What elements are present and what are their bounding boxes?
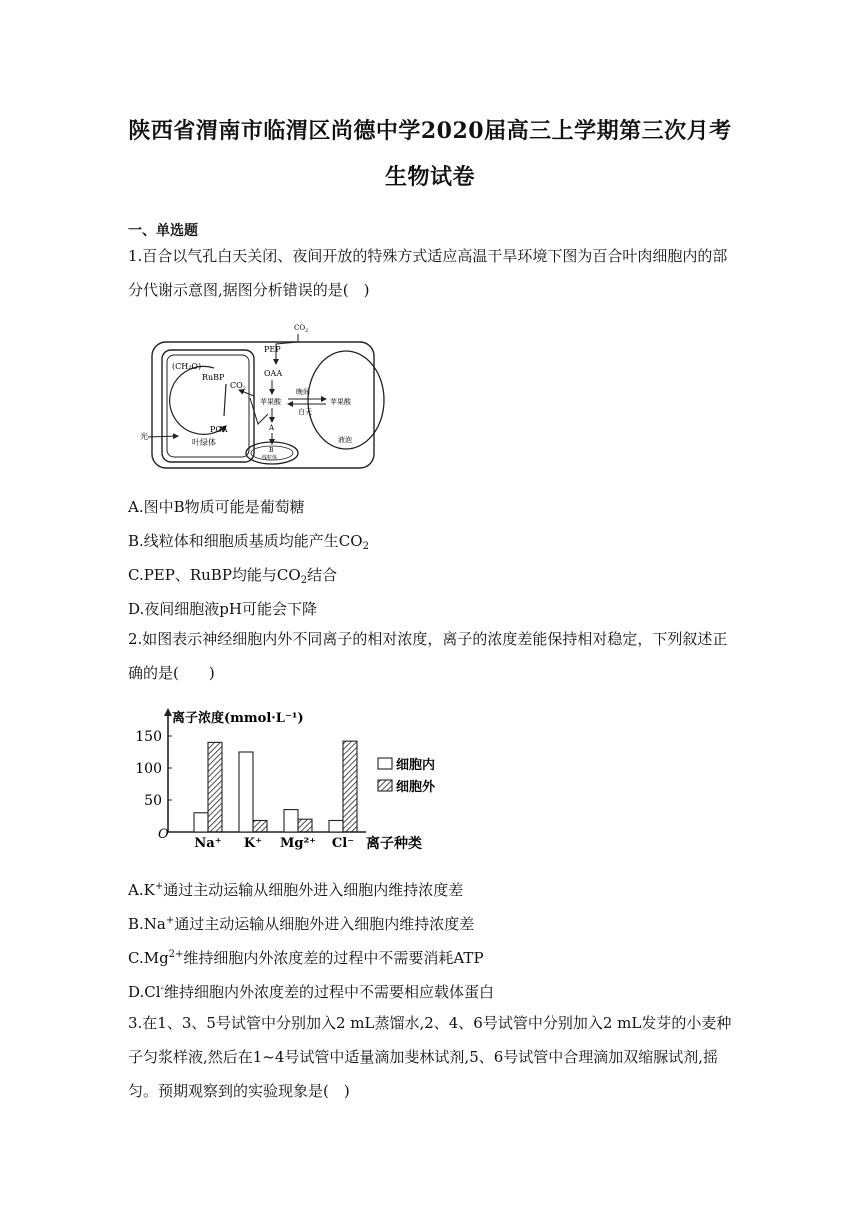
co2-to-chloroplast-arrow — [239, 390, 254, 396]
doc-subtitle: 生物试卷 — [384, 164, 475, 190]
x-axis-label: 离子种类 — [366, 836, 422, 852]
q1-option-b: B.线粒体和细胞质基质均能产生$CO_2$ — [128, 532, 369, 552]
question-2-stem: 2.如图表示神经细胞内外不同离子的相对浓度，离子的浓度差能保持相对稳定，下列叙述正确的是( ) — [128, 630, 728, 682]
ch2o-label: (CH₂O) — [172, 362, 202, 371]
q2-option-d: D.Cl-维持细胞内外浓度差的过程中不需要相应载体蛋白 — [128, 983, 494, 1001]
doc-title: 陕西省渭南市临渭区尚德中学2020届高三上学期第三次月考 — [128, 118, 732, 144]
q2-option-a: A.K+通过主动运输从细胞外进入细胞内维持浓度差 — [128, 881, 464, 899]
y-tick-label: 150 — [135, 729, 162, 745]
q1-option-c: C.PEP、RuBP均能与$CO_2$结合 — [128, 566, 338, 586]
b-label: B — [269, 447, 274, 454]
x-tick-label: Cl⁻ — [331, 836, 355, 851]
legend-swatch — [378, 780, 392, 791]
legend-label: 细胞内 — [396, 758, 436, 773]
bar — [343, 741, 357, 832]
origin-label: O — [158, 827, 169, 842]
section-heading: 一、单选题 — [128, 223, 198, 239]
y-tick-label: 100 — [135, 761, 162, 777]
co2-chloroplast-label: $CO_2$ — [230, 381, 246, 392]
a-label: A — [269, 424, 275, 432]
question-1-figure — [126, 318, 388, 474]
q2-option-c: $C.Mg^{2+}$维持细胞内外浓度差的过程中不需要消耗ATP — [128, 949, 484, 967]
x-tick-label: K⁺ — [243, 836, 263, 851]
pga-label: PGA — [210, 425, 228, 434]
legend-swatch — [378, 758, 392, 769]
bar — [284, 810, 298, 832]
calvin-cycle-right — [224, 384, 226, 416]
light-label: 光 — [140, 432, 148, 441]
malic-vacuole-label: 苹果酸 — [330, 398, 351, 406]
question-3-stem: 3.在1、3、5号试管中分别加入2 mL蒸馏水,2、4、6号试管中分别加入2 mL发芽的小麦种子匀浆样液,然后在1~4号试管中适量滴加斐林试剂,5、6号试管中合理滴加双缩脲试剂,摇匀。预期观察到的实验现象是( ) — [128, 1014, 732, 1100]
legend-label: 细胞外 — [396, 780, 436, 795]
q1-option-d: D.夜间细胞液pH可能会下降 — [128, 600, 317, 618]
co2-top-label: $CO_2$ — [294, 324, 309, 334]
question-2-chart — [130, 702, 450, 854]
bar — [253, 820, 267, 832]
bar — [298, 819, 312, 832]
q2-option-b: B.Na+通过主动运输从细胞外进入细胞内维持浓度差 — [128, 915, 475, 933]
bar — [329, 820, 343, 832]
q1-option-a: A.图中B物质可能是葡萄糖 — [128, 498, 305, 516]
x-tick-label: Mg²⁺ — [279, 836, 317, 851]
bar — [239, 752, 253, 832]
malic-cytosol-label: 苹果酸 — [260, 398, 281, 406]
night-label: 晚间 — [296, 388, 310, 396]
question-1-stem: 1.百合以气孔白天关闭、夜间开放的特殊方式适应高温干旱环境下图为百合叶肉细胞内的部分代谢示意图,据图分析错误的是( ) — [128, 247, 728, 299]
rubp-label: RuBP — [202, 373, 225, 382]
oaa-label: OAA — [264, 369, 283, 378]
bar — [208, 742, 222, 832]
y-axis-arrow — [164, 708, 172, 716]
y-tick-label: 50 — [144, 793, 162, 809]
chloroplast-label: 叶绿体 — [192, 438, 216, 447]
vacuole-label: 液泡 — [338, 436, 352, 444]
day-label: 白天 — [298, 408, 312, 416]
bar — [194, 813, 208, 832]
pep-label: PEP — [264, 345, 281, 354]
x-tick-label: Na⁺ — [194, 836, 222, 851]
y-axis-label: 离子浓度(mmol·L⁻¹) — [172, 711, 304, 726]
mitochondrion-label: 线粒体 — [262, 455, 278, 461]
